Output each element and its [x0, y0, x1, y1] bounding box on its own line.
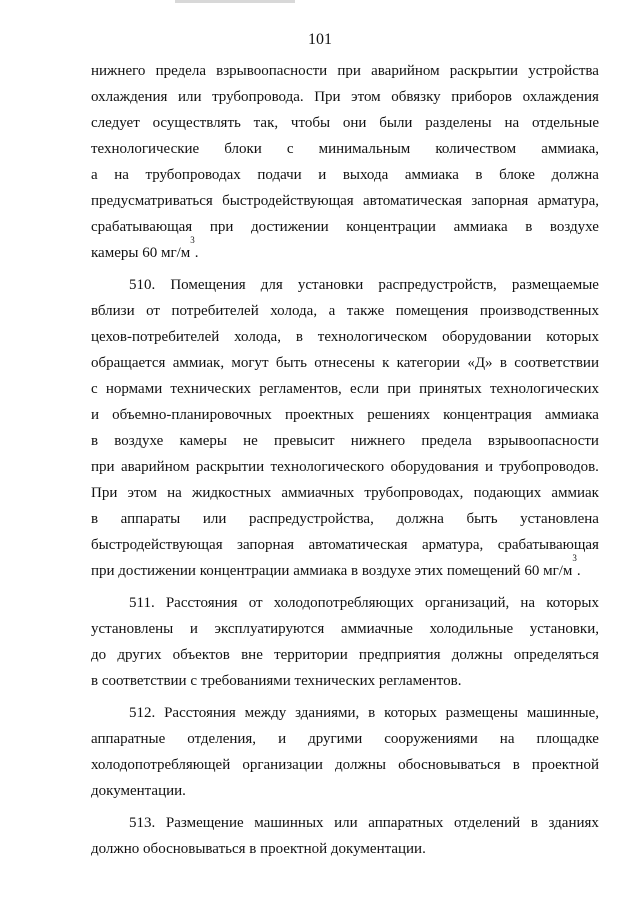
word: раскрытии — [195, 459, 265, 475]
word: если — [349, 381, 380, 397]
word: установки — [297, 277, 364, 293]
paragraph — [91, 272, 599, 584]
word: оборудования — [390, 459, 479, 475]
word: при — [337, 63, 361, 79]
word: в — [512, 757, 520, 773]
word: на — [499, 731, 515, 747]
text-line — [91, 298, 599, 324]
word: превысит — [273, 433, 335, 449]
paragraph — [91, 58, 599, 266]
word: а — [91, 167, 98, 183]
word: воздухе — [114, 433, 164, 449]
word: не — [243, 433, 258, 449]
word: Помещения — [170, 277, 246, 293]
superscript: 3 — [572, 553, 577, 563]
word: категории — [396, 355, 461, 371]
word: 512. — [129, 705, 156, 721]
word: в — [530, 815, 538, 831]
word: концентрации — [346, 219, 436, 235]
text-line — [91, 428, 599, 454]
word: подачи — [257, 167, 302, 183]
word: быть — [466, 511, 498, 527]
word: размещаемые — [511, 277, 599, 293]
text-line — [91, 726, 599, 752]
word: при — [387, 381, 411, 397]
word: обращается — [91, 355, 166, 371]
word: или — [334, 815, 358, 831]
word: к — [382, 355, 390, 371]
last-line-text: при достижении концентрации аммиака в воздухе этих помещений 60 мг/м — [91, 563, 573, 579]
punctuation: . — [194, 245, 199, 261]
word: минимальным — [318, 141, 411, 157]
text-line — [91, 84, 599, 110]
word: аварийном — [371, 63, 440, 79]
text-line — [91, 480, 599, 506]
text-line-last — [91, 668, 599, 694]
document-body — [91, 58, 599, 862]
word: и — [318, 167, 327, 183]
text-line — [91, 590, 599, 616]
word: этом — [127, 485, 158, 501]
word: холодопотребляющей — [91, 757, 231, 773]
word: осуществлять — [152, 115, 241, 131]
text-line — [91, 162, 599, 188]
word: блоке — [499, 167, 535, 183]
word: предела — [155, 63, 206, 79]
word: до — [91, 647, 107, 663]
word: от — [248, 595, 263, 611]
word: холодопотребляющих — [273, 595, 414, 611]
word: от — [146, 303, 160, 319]
word: быть — [275, 355, 307, 371]
word: установки, — [529, 621, 599, 637]
word: аммиака — [404, 167, 459, 183]
text-line — [91, 532, 599, 558]
word: машинных — [254, 815, 324, 831]
word: предусматриваться — [91, 193, 213, 209]
word: аммиака — [453, 219, 508, 235]
word: на — [167, 485, 182, 501]
word: так, — [253, 115, 279, 131]
word: для — [260, 277, 283, 293]
text-line — [91, 454, 599, 480]
word: которых — [546, 595, 599, 611]
word: объектов — [172, 647, 230, 663]
text-line — [91, 506, 599, 532]
paragraph — [91, 590, 599, 694]
word: проектных — [284, 407, 355, 423]
word: были — [379, 115, 413, 131]
word: жидкостных — [191, 485, 272, 501]
word: технических — [170, 381, 252, 397]
word: организации — [242, 757, 323, 773]
text-line — [91, 110, 599, 136]
word: с — [91, 381, 98, 397]
word: в — [368, 705, 376, 721]
word: машинные, — [526, 705, 599, 721]
word: арматура, — [421, 537, 484, 553]
word: предела — [421, 433, 472, 449]
word: технологических — [489, 381, 599, 397]
word: объемно-планировочных — [112, 407, 272, 423]
word: быстродействующая — [222, 193, 354, 209]
word: следует — [91, 115, 140, 131]
word: обвязку — [391, 89, 441, 105]
word: цехов-потребителей — [91, 329, 220, 345]
word: аппаратные — [91, 731, 166, 747]
word: других — [117, 647, 162, 663]
word: технологические — [91, 141, 200, 157]
word: на — [504, 115, 520, 131]
word: технологического — [270, 459, 385, 475]
word: при — [91, 459, 115, 475]
word: другими — [308, 731, 363, 747]
scan-artifact — [175, 0, 295, 3]
text-line-last — [91, 553, 599, 584]
word: блоки — [224, 141, 262, 157]
word: распредустройств, — [378, 277, 497, 293]
word: в — [91, 433, 99, 449]
word: «Д» — [467, 355, 493, 371]
text-line — [91, 214, 599, 240]
paragraph — [91, 810, 599, 862]
word: размещены — [445, 705, 518, 721]
word: обосновываться — [398, 757, 501, 773]
last-line-text: в соответствии с требованиями технических регламентов. — [91, 673, 462, 689]
word: аммиак — [551, 485, 599, 501]
word: технологическом — [317, 329, 428, 345]
word: потребителей — [171, 303, 259, 319]
text-line — [91, 188, 599, 214]
word: быстродействующая — [91, 537, 223, 553]
text-line — [91, 642, 599, 668]
word: охлаждения — [522, 89, 599, 105]
word: арматура, — [537, 193, 599, 209]
word: аммиака, — [541, 141, 599, 157]
punctuation: . — [576, 563, 581, 579]
word: установлена — [520, 511, 599, 527]
word: охлаждения — [91, 89, 168, 105]
word: распредустройства, — [248, 511, 374, 527]
word: решениях — [367, 407, 431, 423]
word: территории — [274, 647, 348, 663]
word: которых — [384, 705, 437, 721]
word: При — [91, 485, 118, 501]
word: установлены — [91, 621, 174, 637]
text-line — [91, 402, 599, 428]
word: на — [114, 167, 129, 183]
word: или — [202, 511, 227, 527]
word: оборудовании — [442, 329, 532, 345]
text-line — [91, 58, 599, 84]
word: трубопроводах — [145, 167, 241, 183]
word: на — [520, 595, 536, 611]
word: Размещение — [165, 815, 244, 831]
word: камеры — [179, 433, 227, 449]
word: аммиака — [544, 407, 599, 423]
word: производственных — [479, 303, 599, 319]
word: трубопровода. — [212, 89, 304, 105]
word: 511. — [129, 595, 155, 611]
text-line — [91, 136, 599, 162]
word: срабатывающая — [91, 219, 193, 235]
word: могут — [231, 355, 269, 371]
text-line-last — [91, 836, 599, 862]
superscript: 3 — [190, 235, 195, 245]
text-line-last — [91, 778, 599, 804]
word: холода, — [234, 329, 281, 345]
word: раскрытии — [449, 63, 519, 79]
word: Расстояния — [164, 705, 236, 721]
word: отдельные — [531, 115, 599, 131]
page-number: 101 — [308, 31, 332, 48]
word: автоматическая — [308, 537, 408, 553]
word: в — [295, 329, 303, 345]
text-line — [91, 616, 599, 642]
word: отделений — [454, 815, 521, 831]
word: площадке — [536, 731, 599, 747]
word: зданиях — [548, 815, 599, 831]
text-line — [91, 700, 599, 726]
word: регламентов, — [259, 381, 342, 397]
word: достижении — [250, 219, 329, 235]
word: аммиачные — [340, 621, 413, 637]
word: должна — [396, 511, 444, 527]
word: отнесены — [314, 355, 375, 371]
word: приборов — [451, 89, 512, 105]
text-line — [91, 376, 599, 402]
word: которых — [546, 329, 599, 345]
word: вне — [241, 647, 263, 663]
last-line-text: должно обосновываться в проектной документации. — [91, 841, 426, 857]
word: аппаратных — [368, 815, 444, 831]
word: в — [475, 167, 483, 183]
text-line-last — [91, 235, 599, 266]
word: в — [525, 219, 533, 235]
word: 513. — [129, 815, 156, 831]
word: и — [278, 731, 287, 747]
word: отделения, — [187, 731, 257, 747]
word: и — [189, 621, 198, 637]
word: запорная — [471, 193, 529, 209]
word: аммиак, — [172, 355, 225, 371]
text-line — [91, 350, 599, 376]
word: организаций, — [424, 595, 510, 611]
word: количеством — [435, 141, 517, 157]
word: и — [91, 407, 100, 423]
word: подающих — [473, 485, 542, 501]
last-line-text: документации. — [91, 783, 186, 799]
word: выхода — [342, 167, 389, 183]
word: а — [328, 303, 336, 319]
word: воздухе — [549, 219, 599, 235]
word: нижнего — [91, 63, 146, 79]
word: должны — [335, 757, 386, 773]
word: сооружениями — [384, 731, 478, 747]
word: нормами — [105, 381, 163, 397]
word: они — [342, 115, 367, 131]
word: При — [314, 89, 341, 105]
word: аппараты — [120, 511, 181, 527]
paragraph — [91, 700, 599, 804]
word: взрывоопасности — [216, 63, 328, 79]
word: с — [286, 141, 294, 157]
text-line — [91, 272, 599, 298]
word: срабатывающая — [497, 537, 599, 553]
word: холодильные — [429, 621, 514, 637]
text-line — [91, 752, 599, 778]
word: аммиачных — [281, 485, 355, 501]
word: должна — [551, 167, 599, 183]
word: соответствии — [514, 355, 599, 371]
word: автоматическая — [363, 193, 463, 209]
word: концентрация — [443, 407, 532, 423]
word: устройства — [528, 63, 599, 79]
word: нижнего — [350, 433, 406, 449]
word: аварийном — [120, 459, 190, 475]
word: при — [209, 219, 234, 235]
word: между — [244, 705, 287, 721]
word: или — [177, 89, 202, 105]
text-line — [91, 810, 599, 836]
word: этом — [351, 89, 381, 105]
last-line-text: камеры 60 мг/м — [91, 245, 191, 261]
word: Расстояния — [165, 595, 238, 611]
word: предприятия — [358, 647, 441, 663]
word: взрывоопасности — [487, 433, 599, 449]
word: и — [485, 459, 494, 475]
word: проектной — [531, 757, 599, 773]
word: холода, — [270, 303, 318, 319]
word: вблизи — [91, 303, 135, 319]
word: трубопроводах, — [364, 485, 464, 501]
word: также — [346, 303, 385, 319]
word: зданиями, — [295, 705, 360, 721]
word: принятых — [419, 381, 482, 397]
word: 510. — [129, 277, 156, 293]
word: разделены — [425, 115, 492, 131]
word: определяться — [513, 647, 599, 663]
word: в — [499, 355, 507, 371]
word: в — [91, 511, 99, 527]
word: запорная — [237, 537, 295, 553]
word: трубопроводов. — [499, 459, 599, 475]
word: помещения — [395, 303, 469, 319]
word: эксплуатируются — [214, 621, 325, 637]
word: должны — [451, 647, 503, 663]
text-line — [91, 324, 599, 350]
word: чтобы — [290, 115, 331, 131]
